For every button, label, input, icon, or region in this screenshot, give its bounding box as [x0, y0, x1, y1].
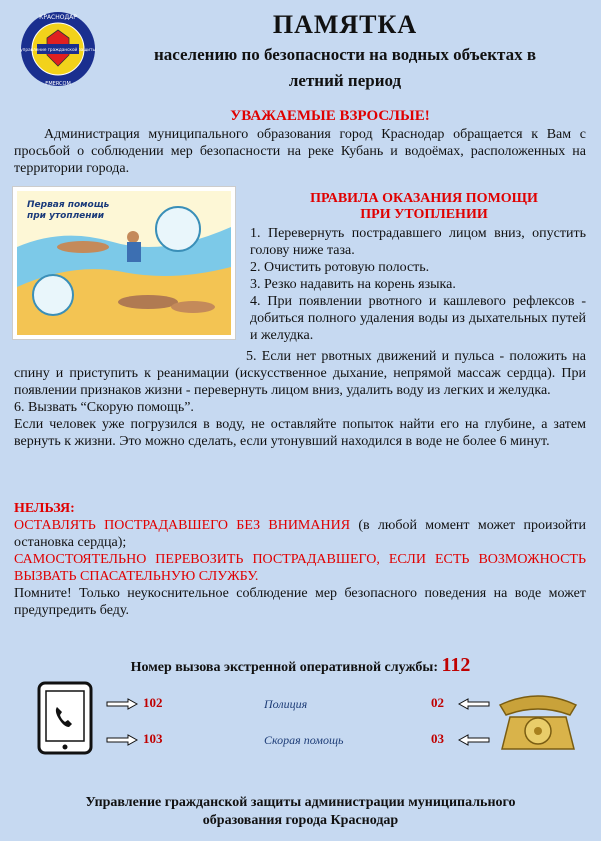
first-aid-illustration [12, 186, 236, 340]
prohibited-section [14, 500, 586, 619]
ambulance-mobile-number: 103 [143, 731, 163, 746]
page-title: ПАМЯТКА [272, 10, 418, 39]
arrow-right-icon [106, 698, 138, 710]
rule-item: 2. Очистить ротовую полость. [250, 260, 430, 275]
emergency-label: Номер вызова экстренной оперативной службы: [130, 660, 438, 675]
intro-text: Администрация муниципального образования город Краснодар обращается к Вам с просьбой о соблюдении мер безопасности на реке Кубань и водоёмах, расположенных на территории города. [14, 127, 586, 176]
rules-title-line2: ПРИ УТОПЛЕНИИ [360, 207, 488, 222]
arrow-left-icon [458, 734, 490, 746]
police-label: Полиция [264, 697, 308, 711]
landline-phone-icon [494, 687, 582, 753]
police-mobile-number: 102 [143, 695, 163, 710]
prohibited-item-1-red: ОСТАВЛЯТЬ ПОСТРАДАВШЕГО БЕЗ ВНИМАНИЯ [14, 518, 351, 533]
mobile-phone-icon [37, 681, 93, 755]
emergency-number [0, 654, 601, 677]
emergency-112: 112 [441, 654, 471, 676]
prohibited-item-1 [14, 517, 586, 551]
arrow-left-icon [458, 698, 490, 710]
rule-item: 6. Вызвать “Скорую помощь”. [14, 400, 194, 415]
rules-title-line1: ПРАВИЛА ОКАЗАНИЯ ПОМОЩИ [310, 191, 538, 206]
rules-note: Если человек уже погрузился в воду, не оставляйте попыток найти его на глубине, а затем вернуть к жизни. Это можно сделать, если утонувший находился в воде не более 6 минут. [14, 417, 586, 449]
prohibited-item-1-rest: (в любой момент может произойти остановка сердца); [14, 518, 586, 550]
logo-text-center: управление гражданской защиты [20, 47, 96, 52]
rule-item: 1. Перевернуть пострадавшего лицом вниз, опустить голову ниже таза. [250, 226, 586, 258]
rules-continued [14, 348, 586, 450]
rule-item: 3. Резко надавить на корень языка. [250, 277, 456, 292]
arrow-right-icon [106, 734, 138, 746]
rule-item: 4. При появлении рвотного и кашлевого рефлексов - добиться полного удаления воды из дыхательных путей и желудка. [250, 294, 586, 343]
page-subtitle-line1: населению по безопасности на водных объектах в [153, 45, 537, 64]
illustration-caption-1: Первая помощь [27, 200, 110, 210]
footer-line1: Управление гражданской защиты администрации муниципального [85, 795, 516, 810]
police-landline-number: 02 [431, 695, 444, 710]
rules-title [260, 191, 588, 223]
page-subtitle-line2: летний период [288, 71, 402, 90]
illustration-caption-2: при утоплении [27, 211, 105, 221]
prohibited-title: НЕЛЬЗЯ: [14, 501, 75, 516]
prohibited-item-2: САМОСТОЯТЕЛЬНО ПЕРЕВОЗИТЬ ПОСТРАДАВШЕГО, ЕСЛИ ЕСТЬ ВОЗМОЖНОСТЬ ВЫЗВАТЬ СПАСАТЕЛЬНУЮ СЛУЖБУ. [14, 552, 586, 584]
footer-line2: образования города Краснодар [202, 813, 399, 828]
reminder-text: Помните! Только неукоснительное соблюдение мер безопасного поведения на воде может предупредить беду. [14, 586, 586, 618]
emercom-logo [19, 10, 97, 88]
rules-list [250, 225, 586, 344]
header [130, 10, 560, 92]
ambulance-landline-number: 03 [431, 731, 444, 746]
logo-text-bottom: EMERCOM [45, 81, 71, 87]
logo-text-top: КРАСНОДАР [39, 14, 77, 21]
rule-item: 5. Если нет рвотных движений и пульса - положить на спину и приступить к реанимации (искусственное дыхание, непрямой массаж сердца). При появлении признаков жизни - перевернуть лицом вниз, удалить воду из легких и желудка. [14, 349, 586, 398]
footer [0, 794, 601, 830]
greeting: УВАЖАЕМЫЕ ВЗРОСЛЫЕ! [230, 108, 430, 124]
ambulance-label: Скорая помощь [264, 733, 344, 747]
